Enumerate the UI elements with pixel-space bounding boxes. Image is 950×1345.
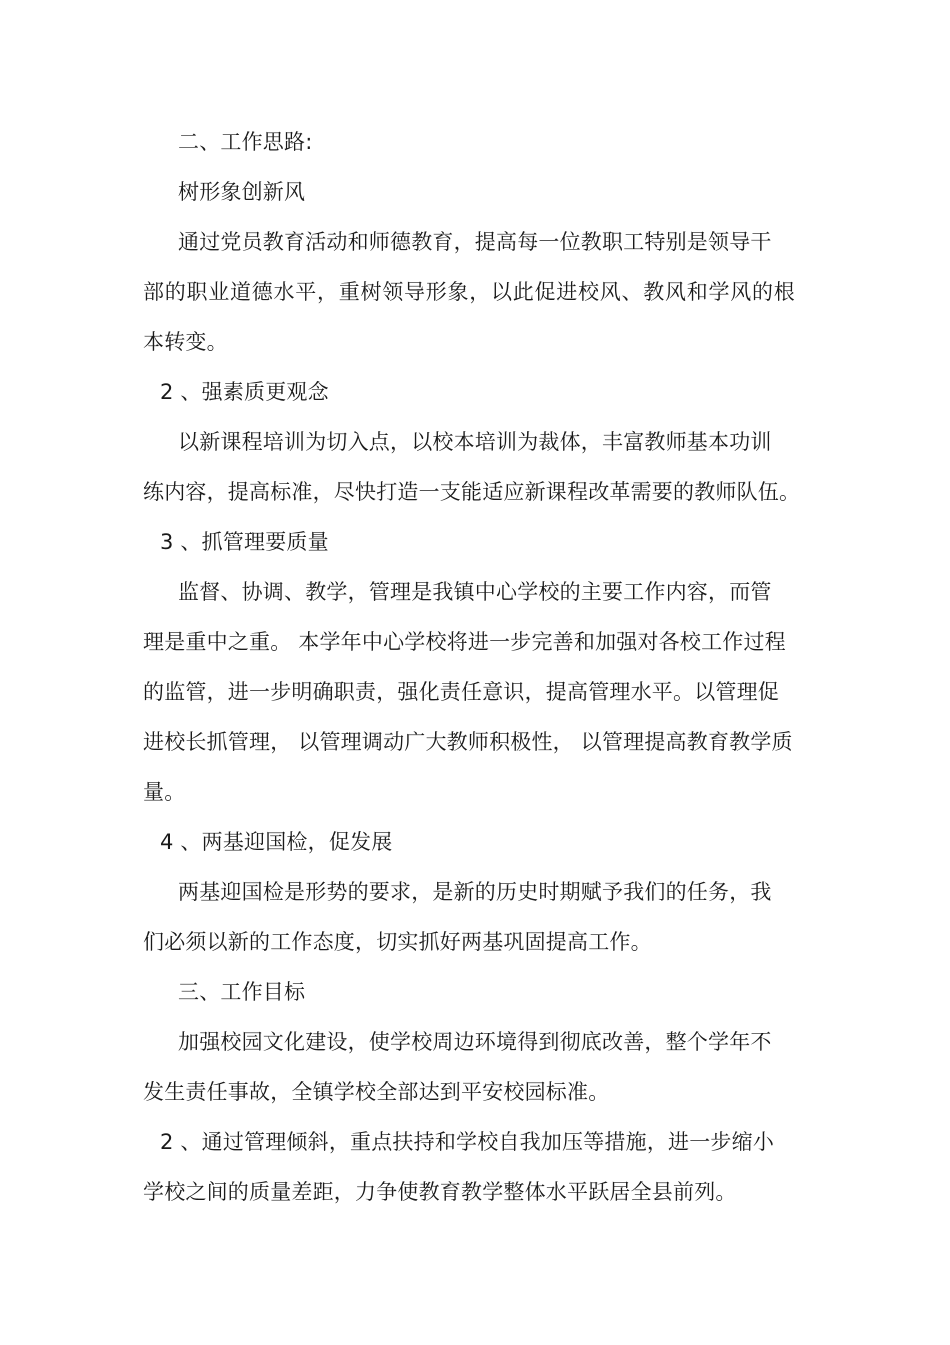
paragraph-line: 以新课程培训为切入点，以校本培训为裁体，丰富教师基本功训 [178,430,772,454]
paragraph-line: 量。 [143,780,186,804]
paragraph-line: 加强校园文化建设，使学校周边环境得到彻底改善，整个学年不 [178,1030,772,1054]
paragraph-line: 的监管，进一步明确职责，强化责任意识，提高管理水平。以管理促 [143,680,779,704]
paragraph-line: 两基迎国检是形势的要求，是新的历史时期赋予我们的任务，我 [178,880,772,904]
paragraph-line: 通过党员教育活动和师德教育，提高每一位教职工特别是领导干 [178,230,772,254]
numbered-item-2: 2 、强素质更观念 [160,380,329,404]
paragraph-line: 学校之间的质量差距，力争使教育教学整体水平跃居全县前列。 [143,1180,737,1204]
paragraph-line: 理是重中之重。 本学年中心学校将进一步完善和加强对各校工作过程 [143,630,786,654]
paragraph-line: 发生责任事故，全镇学校全部达到平安校园标准。 [143,1080,610,1104]
section-heading-work-goals: 三、工作目标 [178,980,306,1004]
section-heading-work-ideas: 二、工作思路: [178,130,313,154]
subheading-image: 树形象创新风 [178,180,306,204]
numbered-item-3: 3 、抓管理要质量 [160,530,329,554]
numbered-item-2-goals: 2 、通过管理倾斜，重点扶持和学校自我加压等措施，进一步缩小 [160,1130,775,1154]
paragraph-line: 进校长抓管理， 以管理调动广大教师积极性， 以管理提高教育教学质 [143,730,793,754]
paragraph-line: 们必须以新的工作态度，切实抓好两基巩固提高工作。 [143,930,652,954]
paragraph-line: 监督、协调、教学，管理是我镇中心学校的主要工作内容，而管 [178,580,772,604]
numbered-item-4: 4 、两基迎国检，促发展 [160,830,393,854]
paragraph-line: 部的职业道德水平，重树领导形象，以此促进校风、教风和学风的根 [143,280,795,304]
paragraph-line: 练内容，提高标准，尽快打造一支能适应新课程改革需要的教师队伍。 [143,480,801,504]
paragraph-line: 本转变。 [143,330,228,354]
